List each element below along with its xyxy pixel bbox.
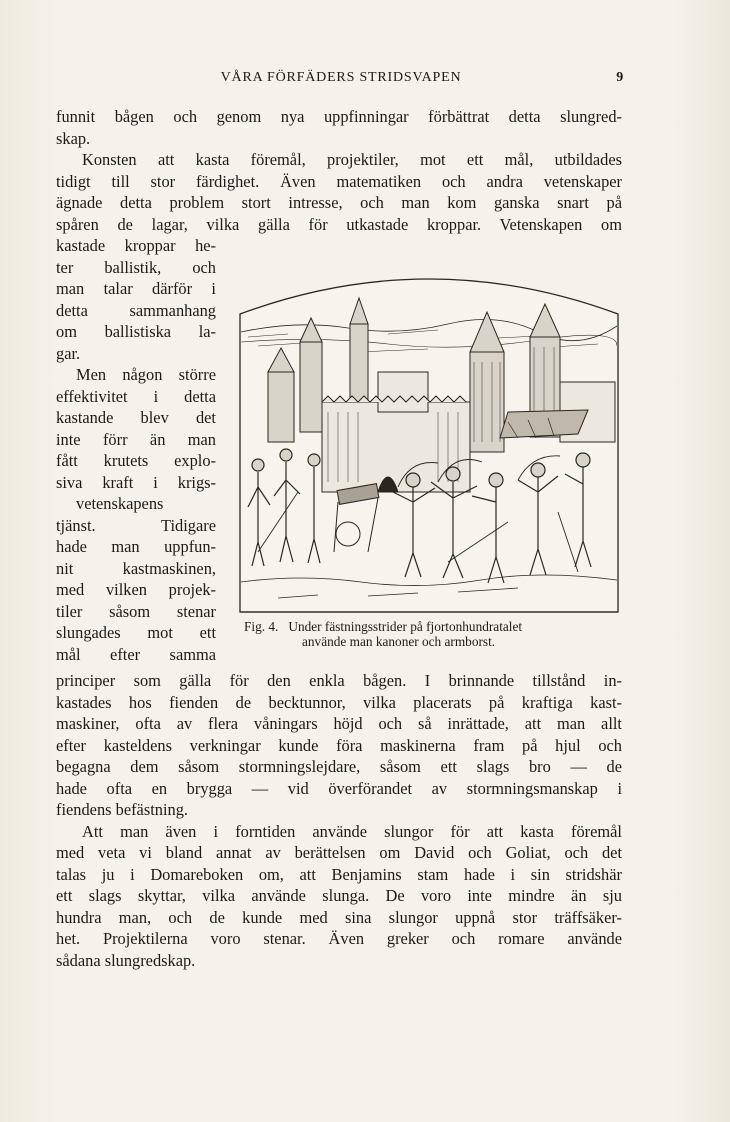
text-line: vetenskapens bbox=[76, 494, 164, 513]
running-header bbox=[56, 70, 626, 92]
figure-caption bbox=[244, 620, 622, 649]
page-number: 9 bbox=[616, 70, 624, 85]
text-line: hade ofta en brygga — vid överförandet av stormningsmanskap i bbox=[56, 778, 622, 798]
text-line: funnit bågen och genom nya uppfinningar förbättrat detta slungred- bbox=[56, 107, 622, 126]
bottom-paragraphs bbox=[56, 670, 622, 971]
siege-bridge bbox=[500, 410, 588, 438]
text-line: kastades hos fienden de becktunnor, vilka placerats på kraftiga kast- bbox=[56, 692, 622, 712]
text-line: hundra man, och de kunde med sina slungor uppnå stor träffsäker- bbox=[56, 907, 622, 927]
figure-label: Fig. 4. bbox=[244, 619, 279, 634]
text-line: spåren de lagar, vilka gälla för utkastade kroppar. Vetenskapen om bbox=[56, 214, 622, 234]
text-line: kastande blev det bbox=[56, 408, 216, 427]
text-line: maskiner, ofta av flera våningars höjd och så inrättade, att man allt bbox=[56, 714, 622, 733]
text-line: ett slags skyttar, vilka använde slunga. De voro inte mindre än sju bbox=[56, 886, 622, 905]
text-line: Att man även i forntiden använde slungor för att kasta föremål bbox=[82, 821, 622, 841]
top-paragraphs bbox=[56, 106, 622, 235]
caption-line: använde man kanoner och armborst. bbox=[302, 633, 496, 649]
caption-line bbox=[244, 620, 622, 635]
text-line: het. Projektilerna voro stenar. Även greker och romare använde bbox=[56, 929, 622, 948]
text-line: principer som gälla för den enkla bågen. I brinnande tillstånd in- bbox=[56, 671, 622, 690]
text-line: slungades mot ett bbox=[56, 623, 216, 642]
caption-text: Under fästningsstrider på fjortonhundratalet bbox=[288, 619, 523, 634]
text-line: ter ballistik, och bbox=[56, 257, 216, 277]
text-line: tidigt till stor färdighet. Även matematiken och andra vetenskaper bbox=[56, 171, 622, 191]
text-line: fiendens befästning. bbox=[56, 800, 188, 819]
text-line: talas ju i Domareboken om, att Benjamins stam hade i sin stridshär bbox=[56, 864, 622, 884]
text-line: mål efter samma bbox=[56, 644, 216, 664]
narrow-column-text bbox=[56, 235, 216, 665]
text-line: man talar därför i bbox=[56, 279, 216, 298]
siege-illustration bbox=[238, 262, 620, 614]
running-title: VÅRA FÖRFÄDERS STRIDSVAPEN bbox=[220, 70, 462, 85]
text-line: gar. bbox=[56, 343, 81, 363]
text-line: om ballistiska la- bbox=[56, 322, 216, 341]
text-line: tjänst. Tidigare bbox=[56, 515, 216, 535]
text-line: detta sammanhang bbox=[56, 300, 216, 320]
illustration-svg bbox=[238, 262, 620, 614]
text-line: skap. bbox=[56, 128, 91, 148]
text-line: ägnade detta problem stort intresse, och man kom ganska snart på bbox=[56, 193, 622, 212]
text-line: inte förr än man bbox=[56, 429, 216, 449]
text-line: sådana slungredskap. bbox=[56, 950, 196, 970]
text-line: effektivitet i detta bbox=[56, 386, 216, 406]
text-line: efter kasteldens verkningar kunde föra maskinerna fram på hjul och bbox=[56, 735, 622, 755]
text-line: begagna dem såsom stormningslejdare, såsom ett slags bro — de bbox=[56, 757, 622, 776]
text-line: hade man uppfun- bbox=[56, 537, 216, 556]
text-line: Konsten att kasta föremål, projektiler, mot ett mål, utbildades bbox=[82, 150, 622, 169]
text-line: kastade kroppar he- bbox=[56, 236, 216, 255]
text-line: tiler såsom stenar bbox=[56, 601, 216, 621]
text-line: med veta vi bland annat av berättelsen om David och Goliat, och det bbox=[56, 843, 622, 862]
text-line: siva kraft i krigs- bbox=[56, 472, 216, 492]
text-line: nit kastmaskinen, bbox=[56, 558, 216, 578]
text-line: Men någon större bbox=[76, 365, 216, 384]
text-line: med vilken projek- bbox=[56, 580, 216, 599]
text-line: fått krutets explo- bbox=[56, 451, 216, 470]
